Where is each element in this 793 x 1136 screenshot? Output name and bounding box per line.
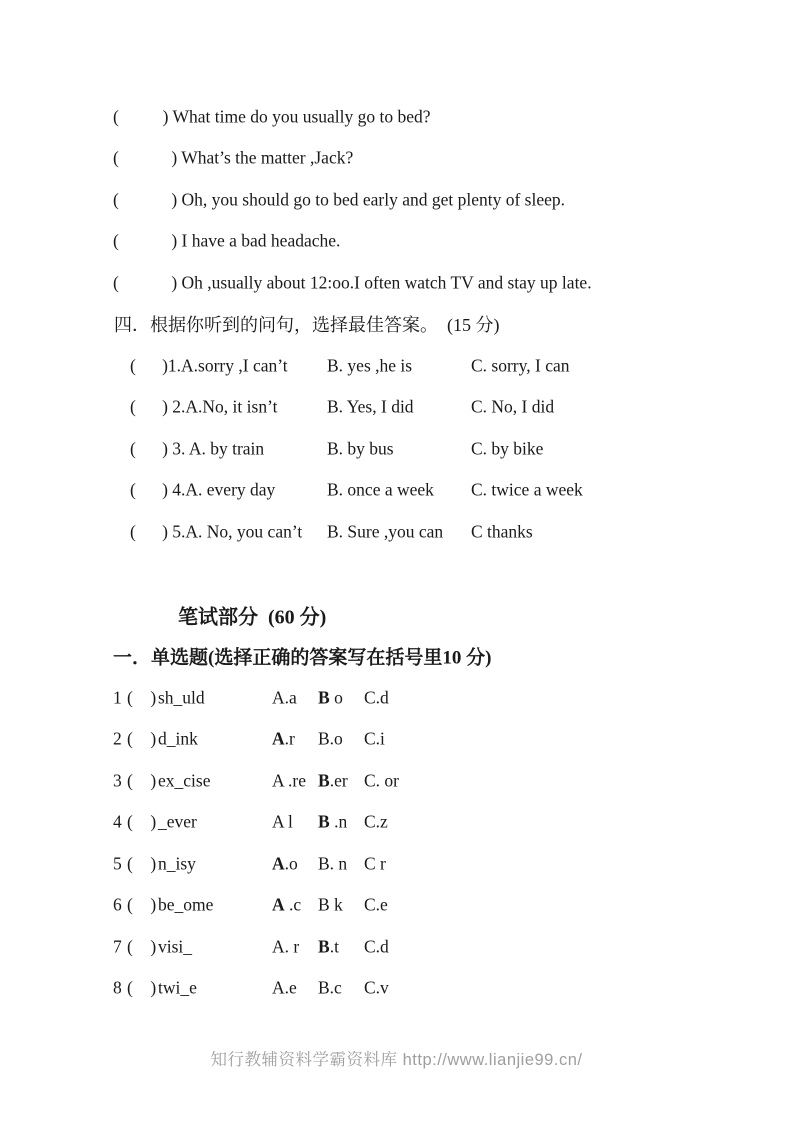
option-b: B. Yes, I did (327, 396, 414, 417)
section-heading-mcq (0, 636, 793, 678)
mcq-row (0, 760, 793, 802)
answer-blank: ( ) (127, 977, 157, 998)
ordering-line (0, 96, 793, 138)
exam-content (0, 96, 793, 1009)
question-number: 1 (113, 687, 122, 708)
ordering-line-text: ( ) What time do you usually go to bed? (113, 106, 431, 127)
word-with-blank: d_ink (158, 728, 198, 749)
written-part-title (0, 594, 793, 636)
ordering-line (0, 138, 793, 180)
mcq-row (0, 968, 793, 1010)
answer-blank: ( ) (127, 770, 157, 791)
option-c: C.i (364, 728, 385, 749)
option-a: A l (272, 811, 293, 832)
question-stem-option-a: ( ) 4.A. every day (130, 479, 276, 500)
mcq-row (0, 802, 793, 844)
option-c: C.d (364, 936, 389, 957)
ordering-line-text: ( ) Oh, you should go to bed early and get plenty of sleep. (113, 189, 565, 210)
word-with-blank: n_isy (158, 853, 196, 874)
footer-watermark: 知行教辅资料学霸资料库 http://www.lianjie99.cn/ (210, 1051, 583, 1069)
ordering-line (0, 179, 793, 221)
listening-question-row (0, 470, 793, 512)
mcq-row (0, 926, 793, 968)
listening-question-row (0, 345, 793, 387)
option-a: A. r (272, 936, 300, 957)
question-number: 4 (113, 811, 122, 832)
listening-question-row (0, 387, 793, 429)
option-b: B. by bus (327, 438, 394, 459)
option-c: C. twice a week (471, 479, 583, 500)
listening-question-row (0, 428, 793, 470)
option-c: C. by bike (471, 438, 544, 459)
word-with-blank: _ever (158, 811, 197, 832)
option-a: A .re (272, 770, 307, 791)
option-c: C. sorry, I can (471, 355, 570, 376)
ordering-line-text: ( ) Oh ,usually about 12:oo.I often watch TV and stay up late. (113, 272, 592, 293)
option-b: B. yes ,he is (327, 355, 413, 376)
answer-blank: ( ) (127, 894, 157, 915)
option-b: B o (318, 687, 343, 708)
word-with-blank: sh_uld (158, 687, 205, 708)
option-c: C.e (364, 894, 388, 915)
option-a: A.a (272, 687, 297, 708)
ordering-line-text: ( ) What’s the matter ,Jack? (113, 147, 354, 168)
section-heading-mcq-text: 一．单选题(选择正确的答案写在括号里10 分) (113, 647, 492, 669)
ordering-line-text: ( ) I have a bad headache. (113, 230, 341, 251)
option-a: A.r (272, 728, 295, 749)
mcq-row (0, 677, 793, 719)
option-c: C.z (364, 811, 388, 832)
section-heading-text: 四．根据你听到的问句，选择最佳答案。 (15 分) (114, 315, 500, 336)
mcq-row (0, 885, 793, 927)
written-part-title-text: 笔试部分 (60 分) (178, 606, 327, 629)
option-b: B.er (318, 770, 348, 791)
ordering-line (0, 262, 793, 304)
question-number: 5 (113, 853, 122, 874)
question-stem-option-a: ( ) 2.A.No, it isn’t (130, 396, 278, 417)
question-number: 6 (113, 894, 122, 915)
option-b: B. n (318, 853, 348, 874)
question-number: 3 (113, 770, 122, 791)
question-stem-option-a: ( )1.A.sorry ,I can’t (130, 355, 288, 376)
option-b: B k (318, 894, 343, 915)
word-with-blank: be_ome (158, 894, 214, 915)
answer-blank: ( ) (127, 811, 157, 832)
answer-blank: ( ) (127, 728, 157, 749)
option-c: C.v (364, 977, 389, 998)
section-heading-listening-choice (0, 304, 793, 346)
option-b: B. once a week (327, 479, 434, 500)
word-with-blank: twi_e (158, 977, 197, 998)
answer-blank: ( ) (127, 936, 157, 957)
answer-blank: ( ) (127, 853, 157, 874)
option-b: B.c (318, 977, 342, 998)
option-a: A.o (272, 853, 298, 874)
question-number: 8 (113, 977, 122, 998)
word-with-blank: ex_cise (158, 770, 211, 791)
listening-question-row (0, 511, 793, 553)
question-stem-option-a: ( ) 3. A. by train (130, 438, 265, 459)
question-number: 7 (113, 936, 122, 957)
option-c: C thanks (471, 521, 533, 542)
option-b: B. Sure ,you can (327, 521, 444, 542)
option-c: C r (364, 853, 386, 874)
question-number: 2 (113, 728, 122, 749)
option-c: C. No, I did (471, 396, 555, 417)
word-with-blank: visi_ (158, 936, 193, 957)
mcq-row (0, 843, 793, 885)
option-a: A .c (272, 894, 302, 915)
answer-blank: ( ) (127, 687, 157, 708)
option-c: C. or (364, 770, 399, 791)
option-b: B.t (318, 936, 339, 957)
mcq-row (0, 719, 793, 761)
spacer-row (0, 553, 793, 595)
question-stem-option-a: ( ) 5.A. No, you can’t (130, 521, 303, 542)
option-b: B .n (318, 811, 348, 832)
ordering-line (0, 221, 793, 263)
option-c: C.d (364, 687, 389, 708)
option-a: A.e (272, 977, 297, 998)
option-b: B.o (318, 728, 343, 749)
